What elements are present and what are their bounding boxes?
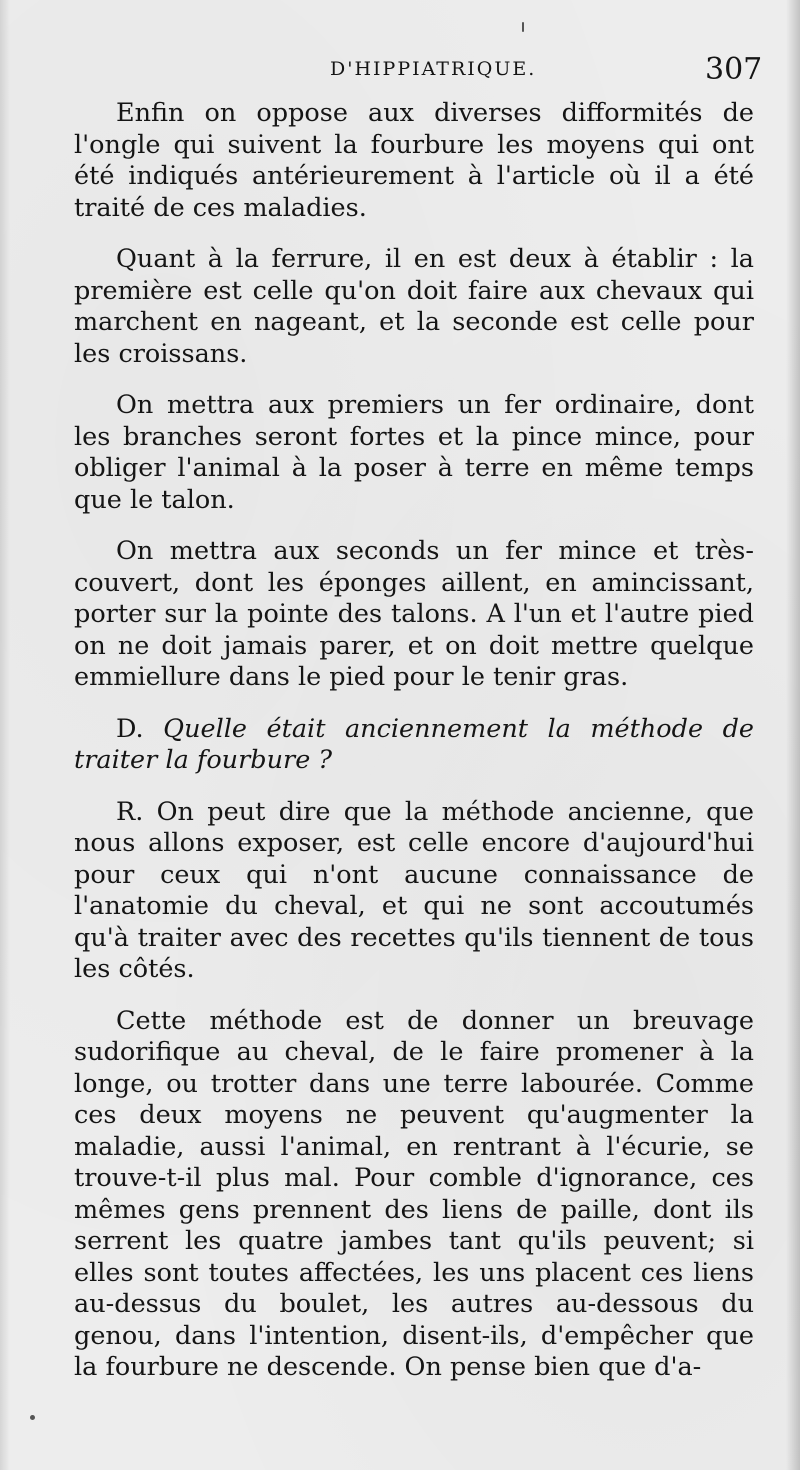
- paragraph-ferrure: [74, 244, 754, 370]
- paragraph-text: On mettra aux premiers un fer ordinaire, dont les branches seront fortes et la pince mince, pour obliger l'animal à la poser à terre en même temps que le talon.: [74, 390, 754, 515]
- paragraph-text: On mettra aux seconds un fer mince et très-couvert, dont les éponges aillent, en amincissant, porter sur la pointe des talons. A l'un et l'autre pied on ne doit jamais parer, et on doit mettre quelque emmiellure dans le pied pour le tenir gras.: [74, 536, 754, 692]
- answer-marker: R.: [116, 796, 144, 827]
- ink-speck: [522, 22, 524, 32]
- running-head: D'HIPPIATRIQUE.: [330, 58, 537, 80]
- paragraph-methode: [74, 1006, 754, 1384]
- question-marker: D.: [116, 713, 144, 744]
- page-edge-shadow-left: [0, 0, 10, 1470]
- answer-paragraph: [74, 797, 754, 986]
- paragraph-seconds: [74, 536, 754, 694]
- question-text: Quelle était anciennement la méthode de traiter la fourbure ?: [74, 713, 754, 775]
- paragraph-premiers: [74, 390, 754, 516]
- paragraph-text: Enfin on oppose aux diverses difformités de l'ongle qui suivent la fourbure les moyens qui ont été indiqués antérieurement à l'article où il a été traité de ces maladies.: [74, 98, 754, 223]
- ink-speck: [30, 1415, 35, 1420]
- paragraph-text: Cette méthode est de donner un breuvage sudorifique au cheval, de le faire promener à la longe, ou trotter dans une terre labourée. Comme ces deux moyens ne peuvent qu'augmenter la maladie, aussi l'animal, en rentrant à l'écurie, se trouve-t-il plus mal. Pour comble d'ignorance, ces mêmes gens prennent des liens de paille, dont ils serrent les quatre jambes tant qu'ils peuvent; si elles sont toutes affectées, les uns placent ces liens au-dessus du boulet, les autres au-dessous du genou, dans l'intention, disent-ils, d'empêcher que la fourbure ne descende. On pense bien que d'a-: [74, 1005, 754, 1382]
- paragraph-text: Quant à la ferrure, il en est deux à établir : la première est celle qu'on doit faire aux chevaux qui marchent en nageant, et la seconde est celle pour les croissans.: [74, 244, 754, 369]
- page-edge-shadow-right: [786, 0, 800, 1470]
- answer-text: On peut dire que la méthode ancienne, que nous allons exposer, est celle encore d'aujourd'hui pour ceux qui n'ont aucune connaissance de l'anatomie du cheval, et qui ne sont accoutumés qu'à traiter avec des recettes qu'ils tiennent de tous les côtés.: [74, 796, 754, 984]
- body-text: [74, 98, 754, 1404]
- question-paragraph: [74, 714, 754, 777]
- page-number: 307: [705, 52, 763, 87]
- paragraph-ongle: [74, 98, 754, 224]
